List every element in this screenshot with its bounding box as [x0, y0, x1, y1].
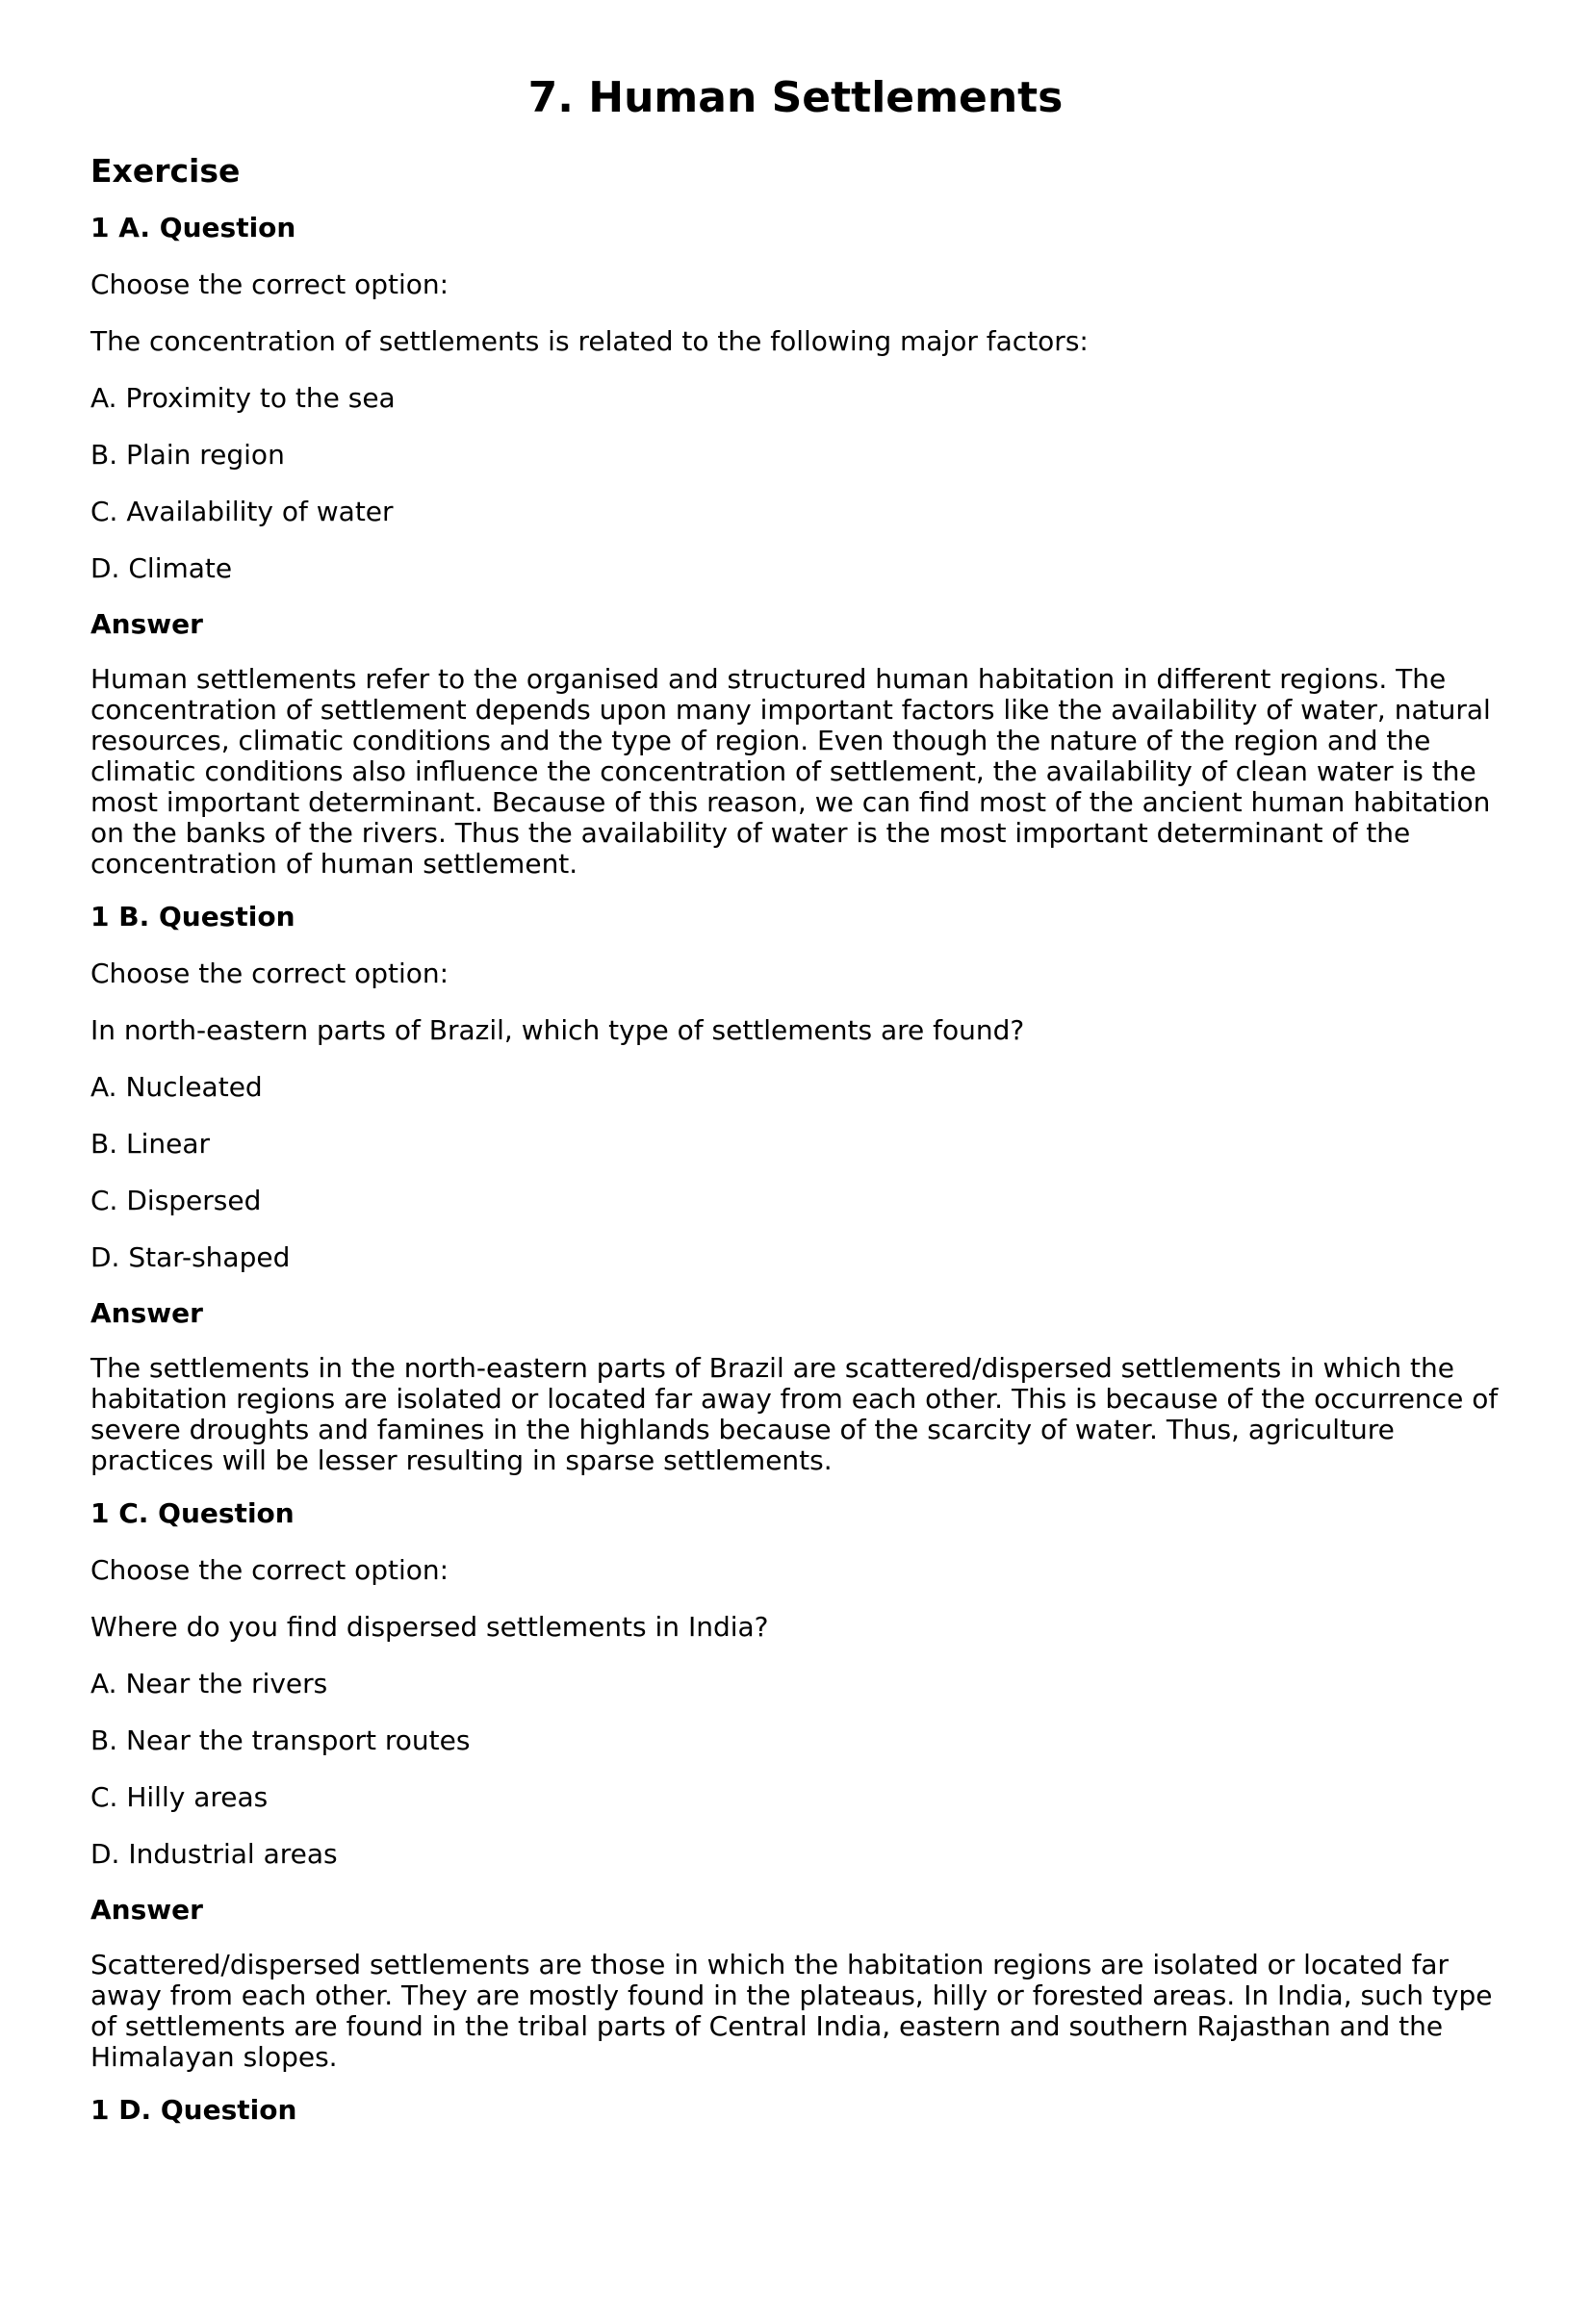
answer-text: Human settlements refer to the organised and structured human habitation in different regions. The concentration of settlement depends upon many important factors like the availability of water, natural resources, climatic conditions and the type of region. Even though the nature of the region and the climatic conditions also influence the concentration of settlement, the availability of clean water is the most important determinant. Because of this reason, we can find most of the ancient human habitation on the banks of the rivers. Thus the availability of water is the most important determinant of the concentration of human settlement. [90, 663, 1491, 880]
document-title: 7. Human Settlements [527, 73, 1064, 122]
document-page [0, 73, 1591, 2324]
question-block-1a [90, 212, 1501, 880]
option-c: C. Hilly areas [90, 1781, 269, 1813]
question-instruction: Choose the correct option: [90, 958, 449, 989]
question-block-1c [90, 1497, 1501, 2073]
option-d: D. Climate [90, 552, 233, 584]
option-c: C. Availability of water [90, 496, 394, 527]
question-text: In north-eastern parts of Brazil, which type of settlements are found? [90, 1014, 1025, 1046]
option-a: A. Proximity to the sea [90, 382, 396, 414]
section-title: Exercise [90, 152, 241, 190]
option-c: C. Dispersed [90, 1185, 262, 1216]
option-d: D. Star-shaped [90, 1241, 291, 1273]
question-heading-1d: 1 D. Question [90, 2094, 297, 2126]
question-text: Where do you find dispersed settlements in India? [90, 1611, 769, 1643]
answer-text: Scattered/dispersed settlements are those in which the habitation regions are isolated or located far away from each other. They are mostly found in the plateaus, hilly or forested areas. In India, such type of settlements are found in the tribal parts of Central India, eastern and southern Rajasthan and the Himalayan slopes. [90, 1949, 1493, 2073]
answer-label: Answer [90, 1894, 203, 1926]
question-heading: 1 C. Question [90, 1497, 295, 1529]
question-heading: 1 B. Question [90, 901, 295, 932]
option-b: B. Linear [90, 1128, 211, 1160]
question-text: The concentration of settlements is related to the following major factors: [90, 325, 1089, 357]
question-instruction: Choose the correct option: [90, 268, 449, 300]
question-block-1b [90, 901, 1501, 1476]
option-b: B. Near the transport routes [90, 1724, 471, 1756]
question-instruction: Choose the correct option: [90, 1554, 449, 1586]
answer-label: Answer [90, 1297, 203, 1329]
option-a: A. Near the rivers [90, 1668, 328, 1699]
question-heading: 1 A. Question [90, 212, 296, 243]
option-b: B. Plain region [90, 439, 285, 471]
option-d: D. Industrial areas [90, 1838, 338, 1870]
answer-text: The settlements in the north-eastern parts of Brazil are scattered/dispersed settlements in which the habitation regions are isolated or located far away from each other. This is because of the occurrence of severe droughts and famines in the highlands because of the scarcity of water. Thus, agriculture practices will be lesser resulting in sparse settlements. [90, 1352, 1499, 1476]
option-a: A. Nucleated [90, 1071, 263, 1103]
answer-label: Answer [90, 608, 203, 640]
